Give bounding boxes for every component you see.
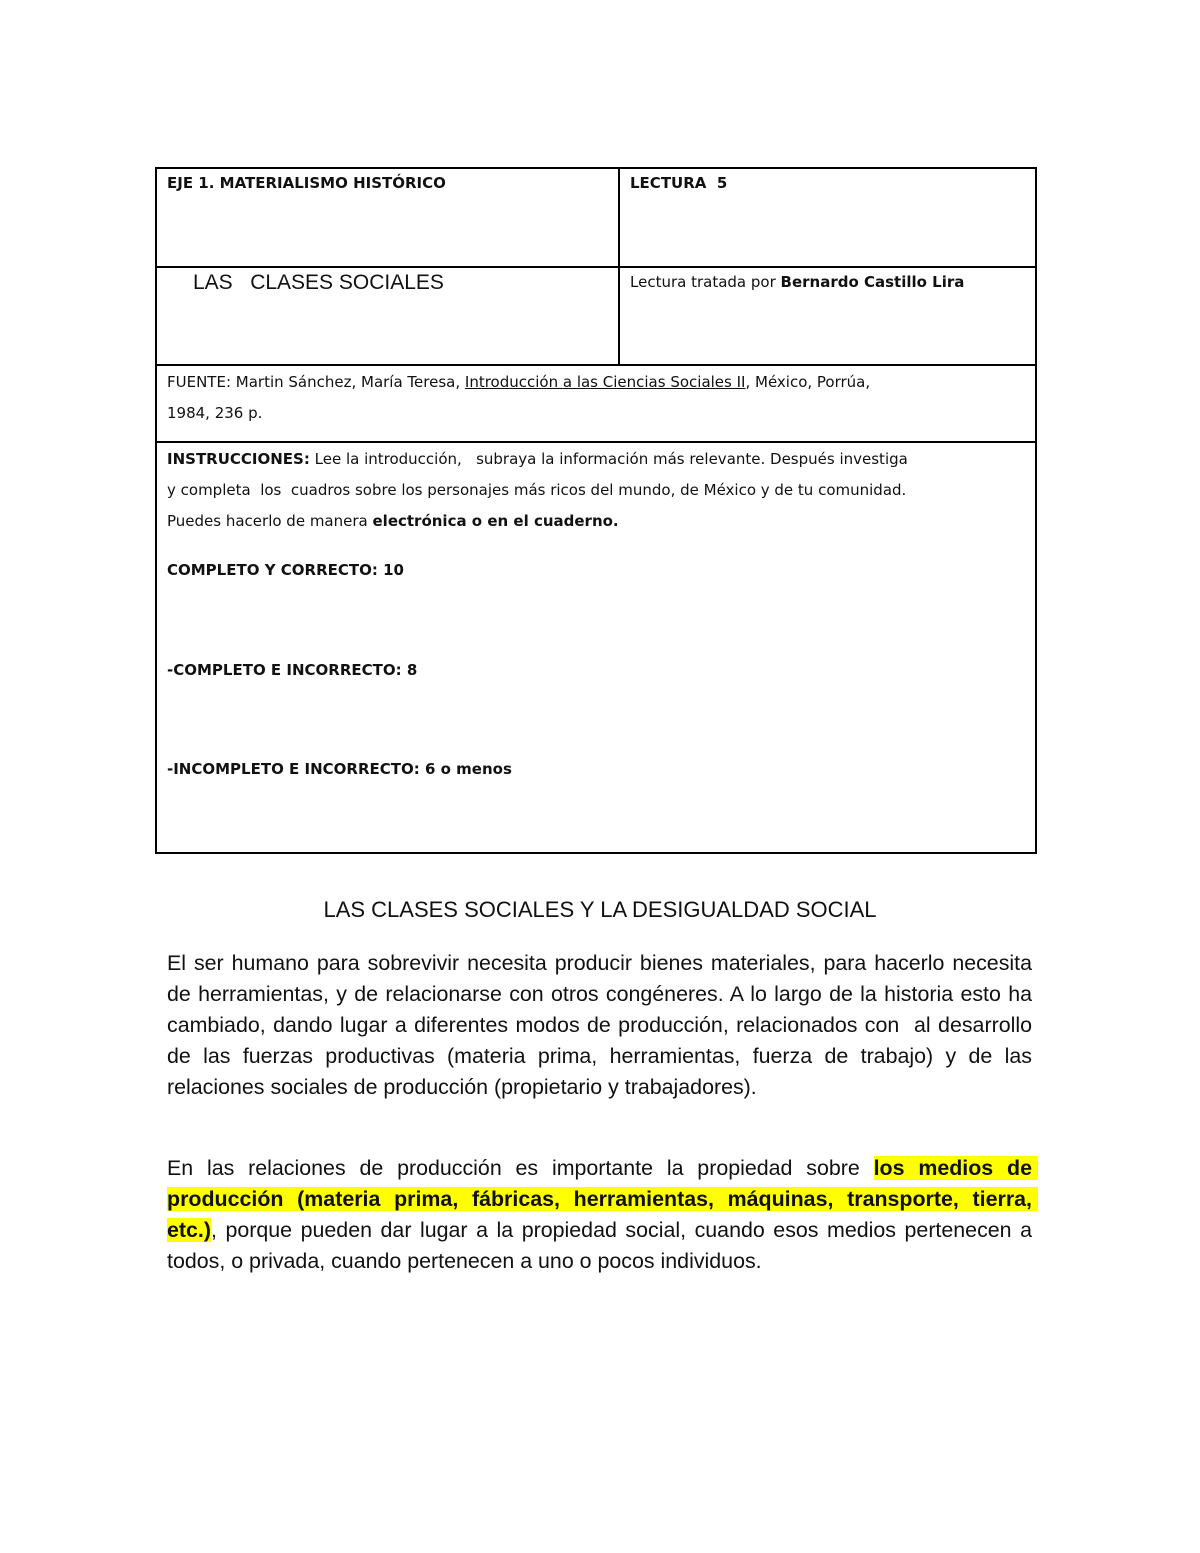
source-details-2: 1984, 236 p. (167, 404, 263, 422)
reading-title: LAS CLASES SOCIALES (193, 271, 444, 294)
axis-label: EJE 1. MATERIALISMO HISTÓRICO (167, 174, 446, 192)
reading-number: LECTURA 5 (630, 174, 728, 192)
grade-complete-incorrect: -COMPLETO E INCORRECTO: 8 (167, 661, 418, 679)
grade-complete-correct: COMPLETO Y CORRECTO: 10 (167, 561, 404, 579)
instructions-cell (156, 442, 1036, 853)
instructions-line-3 (167, 506, 1025, 537)
source-authors: Martin Sánchez, María Teresa, (231, 373, 465, 391)
reading-info-table (155, 167, 1037, 854)
treated-by-name: Bernardo Castillo Lira (780, 273, 965, 291)
paragraph-2-start: En las relaciones de producción es importante la propiedad sobre (167, 1156, 874, 1180)
paragraph-2-end: , porque pueden dar lugar a la propiedad social, cuando esos medios pertenecen a todos, o privada, cuando pertenecen a uno o pocos individuos. (167, 1218, 1038, 1273)
source-label: FUENTE: (167, 373, 231, 391)
source-details-1: , México, Porrúa, (745, 373, 871, 391)
instructions-label: INSTRUCCIONES: (167, 450, 310, 468)
article-paragraph-1: El ser humano para sobrevivir necesita producir bienes materiales, para hacerlo necesita de herramientas, y de relacionarse con otros congéneres. A lo largo de la historia esto ha cambiado, dando lugar a diferentes modos de producción, relacionados con al desarrollo de las fuerzas productivas (materia prima, herramientas, fuerza de trabajo) y de las relaciones sociales de producción (propietario y trabajadores). (167, 951, 1038, 1099)
source-line-1 (167, 367, 1025, 398)
reading-title-cell (156, 267, 619, 365)
instructions-text-1: Lee la introducción, subraya la información más relevante. Después investiga (309, 450, 908, 468)
instructions-text-3: Puedes hacerlo de manera (167, 512, 373, 530)
source-book-title: Introducción a las Ciencias Sociales II (464, 373, 746, 391)
grade-incomplete-incorrect: -INCOMPLETO E INCORRECTO: 6 o menos (167, 760, 512, 778)
source-cell (156, 365, 1036, 442)
treated-by-cell (619, 267, 1036, 365)
reading-number-cell (619, 168, 1036, 267)
article-paragraph-2 (167, 1153, 1038, 1277)
instructions-text-3-bold: electrónica o en el cuaderno. (372, 512, 619, 530)
paragraph-2-highlight: los medios de producción (materia prima, fábricas, herramientas, máquinas, transporte, tierra, etc.) (167, 1156, 1038, 1242)
treated-by-label: Lectura tratada por (630, 273, 781, 291)
instructions-line-1 (167, 444, 1025, 475)
axis-cell (156, 168, 619, 267)
instructions-line-2: y completa los cuadros sobre los personajes más ricos del mundo, de México y de tu comunidad. (167, 481, 907, 499)
article-heading: LAS CLASES SOCIALES Y LA DESIGUALDAD SOCIAL (323, 897, 877, 922)
